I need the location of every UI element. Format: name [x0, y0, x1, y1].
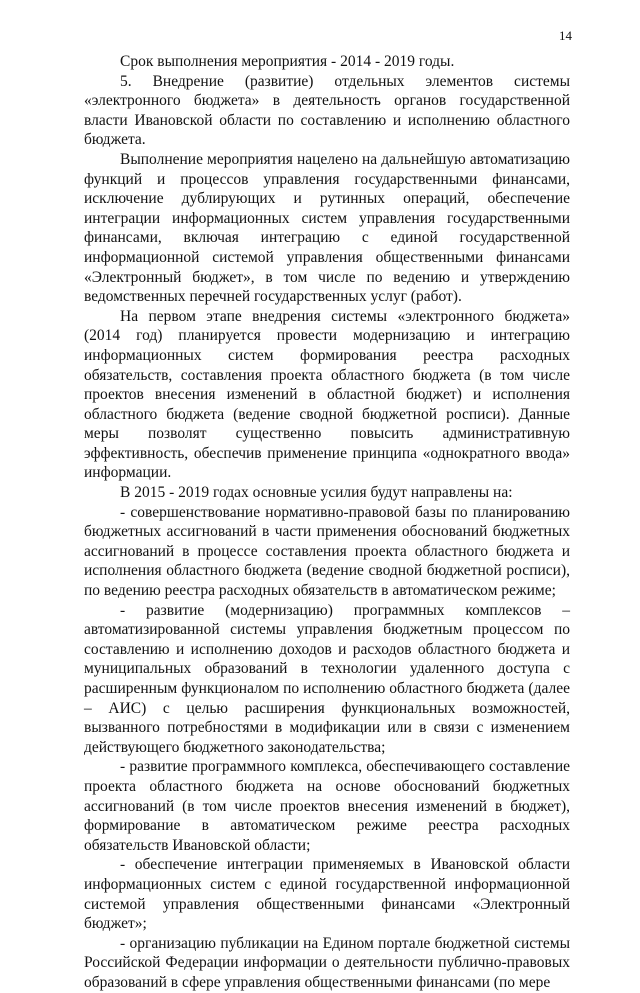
list-item-software-development: - развитие (модернизацию) программных комплексов – автоматизированной системы управления бюджетным процессом по составлению и исполнению доходов и расходов областного бюджета и муниципальных образований в технологии удаленного доступа с расширенным функционалом по исполнению областного бюджета (далее – АИС) с целью расширения функциональных возможностей, вызванного потребностями в модификации или в связи с изменением действующего бюджетного законодательства;: [84, 601, 570, 756]
body-text: [84, 52, 570, 993]
paragraph-efforts-intro: В 2015 - 2019 годах основные усилия будут направлены на:: [120, 484, 513, 502]
list-item-legal-base: - совершенствование нормативно-правовой базы по планированию бюджетных ассигнований в части применения обоснований бюджетных ассигнований в процессе составления проекта областного бюджета и исполнения областного бюджета (ведение сводной бюджетной росписи), по ведению реестра расходных обязательств в автоматическом режиме;: [84, 503, 570, 600]
paragraph-item-5-heading: 5. Внедрение (развитие) отдельных элементов системы «электронного бюджета» в деятельность органов государственной власти Ивановской области по составлению и исполнению областного бюджета.: [84, 72, 570, 149]
list-item-integration: - обеспечение интеграции применяемых в Ивановской области информационных систем с единой государственной информационной системой управления общественными финансами «Электронный бюджет»;: [84, 856, 570, 933]
list-item-budget-software: - развитие программного комплекса, обеспечивающего составление проекта областного бюджета на основе обоснований бюджетных ассигнований (в том числе проектов внесения изменений в бюджет), формирование в автоматическом режиме реестра расходных обязательств Ивановской области;: [84, 758, 570, 854]
paragraph-first-stage: На первом этапе внедрения системы «электронного бюджета» (2014 год) планируется провести модернизацию и интеграцию информационных систем формирования реестра расходных обязательств, составления проекта областного бюджета (в том числе проектов внесения изменений в областной бюджет) и исполнения областного бюджета (ведение сводной бюджетной росписи). Данные меры позволят существенно повысить административную эффективность, обеспечив применение принципа «однократного ввода» информации.: [84, 307, 570, 482]
page-number: 14: [559, 28, 572, 43]
list-item-publication: - организацию публикации на Едином портале бюджетной системы Российской Федерации информации о деятельности публично-правовых образований в сфере управления общественными финансами (по мере: [84, 934, 570, 991]
paragraph-deadline: Срок выполнения мероприятия - 2014 - 2019 годы.: [120, 53, 455, 70]
paragraph-goal: Выполнение мероприятия нацелено на дальнейшую автоматизацию функций и процессов управления государственными финансами, исключение дублирующих и рутинных операций, обеспечение интеграции информационных систем управления государственными финансами, включая интеграцию с единой государственной информационной системой управления общественными финансами «Электронный бюджет», в том числе по ведению и утверждению ведомственных перечней государственных услуг (работ).: [84, 150, 570, 306]
